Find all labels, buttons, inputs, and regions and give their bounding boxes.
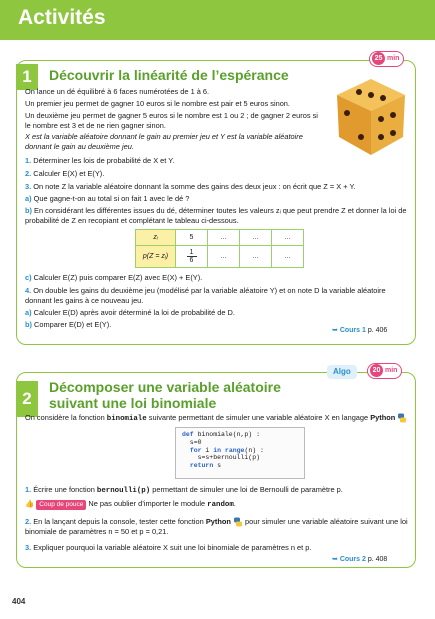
question-4b: b) Comparer E(D) et E(Y). — [25, 320, 112, 329]
tip-line: 👍 Coup de pouce Ne pas oublier d’importer le module random. — [25, 499, 236, 509]
intro-text: Un deuxième jeu permet de gagner 5 euros si le nombre est 1 ou 2 ; de gagner 2 euros si le nombre est 3 et de ne rien gagner sinon. — [25, 111, 318, 130]
course-reference[interactable]: ➥ Cours 2 p. 408 — [332, 556, 388, 563]
question-3: 3. On note Z la variable aléatoire donnant la somme des gains des deux jeux : on écrit que Z = X + Y. — [25, 182, 356, 191]
timer-badge: 20 min — [367, 363, 402, 379]
course-reference[interactable]: ➥ Cours 1 p. 406 — [332, 327, 388, 334]
question-2: 2. En la lançant depuis la console, tester cette fonction Python pour simuler une variable aléatoire suivant une loi binomiale de paramètres n = 50 et p = 0,21. — [25, 517, 408, 537]
intro-text: On considère la fonction binomiale suivante permettant de simuler une variable aléatoire X en langage Python — [25, 413, 410, 425]
activity-number: 2 — [16, 381, 38, 417]
question-4: 4. On double les gains du deuxième jeu (modélisé par la variable aléatoire Y) et on note D la variable aléatoire donnant les gains à ce nouveau jeu. — [25, 286, 386, 305]
activity-2-card — [16, 367, 416, 568]
page-number: 404 — [12, 597, 26, 606]
question-1: 1. Écrire une fonction bernoulli(p) permettant de simuler une loi de Bernoulli de paramètre p. — [25, 485, 343, 495]
activity-1-card — [16, 55, 416, 345]
intro-text: Un premier jeu permet de gagner 10 euros si le nombre est pair et 5 euros sinon. — [25, 99, 290, 108]
question-3a: a) Que gagne-t-on au total si on fait 1 avec le dé ? — [25, 194, 190, 203]
question-1: 1. Déterminer les lois de probabilité de X et Y. — [25, 156, 175, 165]
question-3c: c) Calculer E(Z) puis comparer E(Z) avec E(X) + E(Y). — [25, 273, 203, 282]
intro-text: On lance un dé équilibré à 6 faces numérotées de 1 à 6. — [25, 87, 210, 96]
table-cell: … — [208, 230, 240, 246]
table-cell: … — [272, 246, 304, 268]
python-icon — [397, 413, 407, 423]
activity-number: 1 — [16, 64, 38, 90]
arrow-icon: ➥ — [332, 556, 338, 563]
thumbs-up-icon: 👍 — [25, 499, 35, 508]
table-header: p(Z = zᵢ) — [136, 246, 176, 268]
activity-title: Décomposer une variable aléatoire suivant une loi binomiale — [49, 379, 281, 411]
tip-label: Coup de pouce — [36, 500, 86, 510]
question-4a: a) Calculer E(D) après avoir déterminé la loi de probabilité de D. — [25, 308, 235, 317]
table-header: zᵢ — [136, 230, 176, 246]
algo-badge: Algo — [327, 365, 357, 379]
question-2: 2. Calculer E(X) et E(Y). — [25, 169, 105, 178]
page-header — [0, 0, 435, 40]
code-block: def binomiale(n,p) : s=0 for i in range(n) : s=s+bernoulli(p) return s — [175, 427, 305, 479]
activity-title: Découvrir la linéarité de l’espérance — [49, 67, 289, 83]
table-cell: 1 6 — [176, 246, 208, 268]
table-cell: … — [240, 246, 272, 268]
table-cell: … — [272, 230, 304, 246]
arrow-icon: ➥ — [332, 327, 338, 334]
intro-text: X est la variable aléatoire donnant le gain au premier jeu et Y est la variable aléatoire donnant le gain au deuxième jeu. — [25, 132, 303, 151]
question-3b: b) En considérant les différentes issues du dé, déterminer toutes les valeurs zᵢ que peut prendre Z et donner la loi de probabilité de Z en recopiant et complétant le tableau ci-dessous. — [25, 206, 407, 225]
python-icon — [233, 517, 243, 527]
table-cell: 5 — [176, 230, 208, 246]
page-title: Activités — [18, 6, 106, 29]
timer-badge: 25 min — [369, 51, 404, 67]
dice-image — [335, 77, 407, 157]
table-cell: … — [240, 230, 272, 246]
question-3: 3. Expliquer pourquoi la variable aléatoire X suit une loi binomiale de paramètres n et p. — [25, 543, 312, 552]
probability-table — [135, 229, 304, 268]
table-cell: … — [208, 246, 240, 268]
